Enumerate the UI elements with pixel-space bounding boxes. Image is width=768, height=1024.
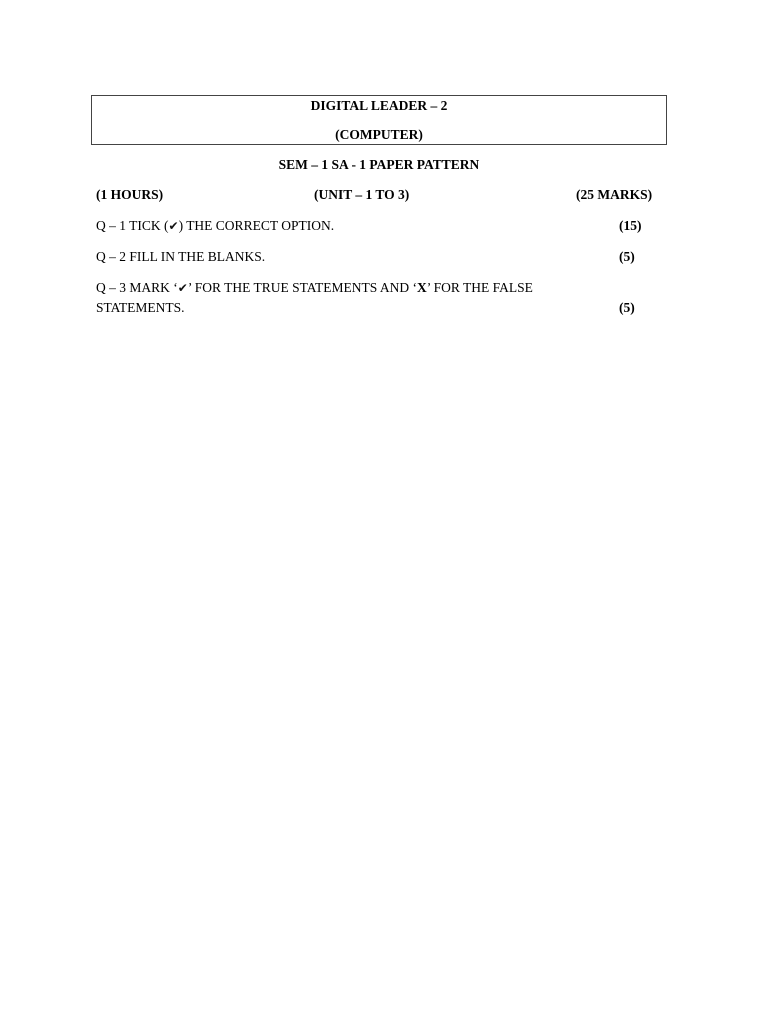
duration-label: (1 HOURS) [96, 187, 164, 202]
question-3-text [96, 278, 533, 298]
check-mark-icon: ✔ [177, 281, 188, 295]
units-label: (UNIT – 1 TO 3) [314, 187, 410, 202]
question-3-continuation: STATEMENTS. [96, 300, 185, 315]
question-3-part-3: ’ FOR THE FALSE [426, 280, 533, 295]
question-1-text [96, 216, 334, 236]
question-3-part-2: ’ FOR THE TRUE STATEMENTS AND ‘ [187, 280, 418, 295]
question-3-part-1: Q – 3 MARK ‘ [96, 280, 178, 295]
question-2-marks: (5) [619, 249, 635, 264]
subject-label: (COMPUTER) [335, 127, 423, 142]
question-3-marks: (5) [619, 300, 635, 315]
title-box [91, 95, 667, 145]
question-1-marks: (15) [619, 218, 642, 233]
cross-mark-icon: X [417, 280, 427, 295]
question-1-suffix: ) THE CORRECT OPTION. [178, 218, 335, 233]
question-2-text: Q – 2 FILL IN THE BLANKS. [96, 249, 266, 264]
document-title: DIGITAL LEADER – 2 [310, 98, 448, 113]
check-mark-icon: ✔ [168, 219, 179, 233]
question-1-prefix: Q – 1 TICK ( [96, 218, 169, 233]
total-marks-label: (25 MARKS) [576, 187, 653, 202]
paper-pattern-heading: SEM – 1 SA - 1 PAPER PATTERN [278, 157, 480, 172]
